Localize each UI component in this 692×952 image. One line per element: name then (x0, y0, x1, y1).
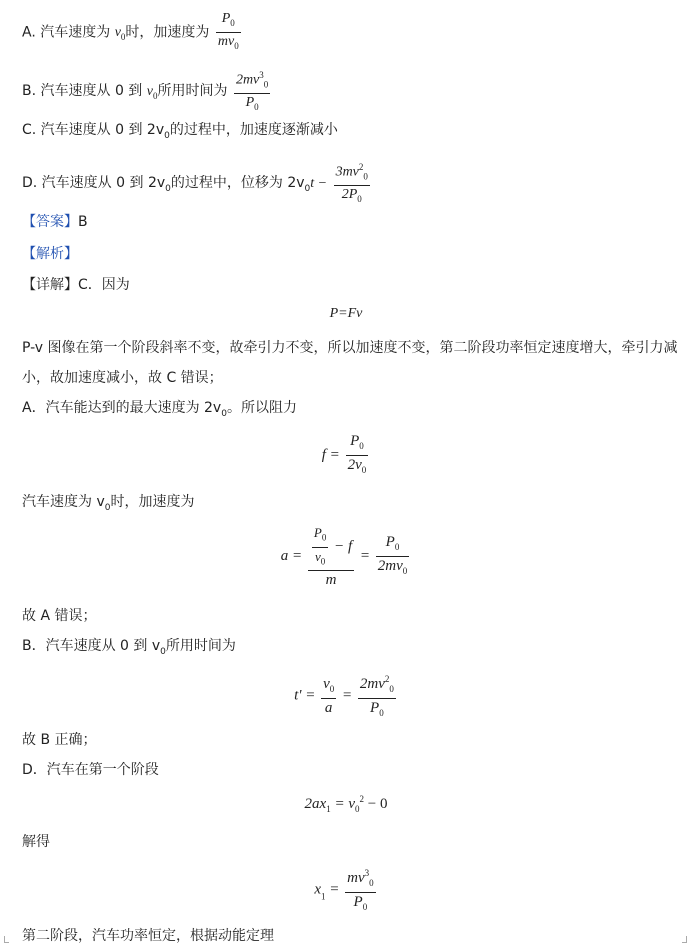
option-d-label: D. 汽车速度从 0 到 2v (22, 175, 166, 192)
equation-f: f = $\frac{P_0}{2v_0}$ (0, 432, 692, 479)
detail-text: C．因为 (78, 277, 130, 293)
option-a-text: 时，加速度为 (125, 24, 210, 41)
b-time-line: B．汽车速度从 0 到 $v_0$所用时间为 (22, 638, 236, 657)
paragraph-line-2: 小，故加速度减小，故 C 错误； (22, 370, 223, 386)
option-a-fraction: $\frac{P_0}{mv_0}$ (216, 10, 241, 55)
option-b: B. 汽车速度从 0 到 $v_0$所用时间为 $\frac{2mv^3_0}{P_0}$ (22, 66, 272, 116)
option-d-text: 的过程中，位移为 2v (170, 175, 305, 192)
option-d: D. 汽车速度从 0 到 $2v_0$的过程中，位移为 $2v_0t$ − $\frac{3mv^2_0}{2P_0}$ (22, 158, 372, 208)
paragraph-line-1: P-v 图像在第一个阶段斜率不变，故牵引力不变，所以加速度不变，第二阶段功率恒定速度增大，牵引力减 (22, 340, 678, 356)
a-accel-line: 汽车速度为 $v_0$时，加速度为 (22, 494, 195, 513)
answer-value: B (78, 214, 88, 230)
a-max-speed-line: A．汽车能达到的最大速度为 $2v_0$。所以阻力 (22, 400, 297, 419)
equation-2ax: $2ax_1 = v_0^2 - 0$ (304, 794, 388, 814)
d-stage-line: D．汽车在第一个阶段 (22, 762, 159, 778)
equation-t: t' = $\frac{v_0}{a}$ = $\frac{2mv^2_0}{P_0}$ (0, 670, 692, 722)
option-a-label: A. 汽车速度为 (22, 24, 111, 41)
option-c: C. 汽车速度从 0 到 $2v_0$的过程中，加速度逐渐减小 (22, 122, 338, 141)
answer-line (22, 212, 88, 232)
equation-a: a = $\frac{P_0}{v_0}$ − f m = $\frac{P_0}{2mv_0}$ (280, 525, 408, 589)
a-wrong-line: 故 A 错误； (22, 608, 97, 624)
option-a: A. 汽车速度为 $v_0$时，加速度为 $\frac{P_0}{mv_0}$ (22, 10, 243, 55)
option-c-text: 的过程中，加速度逐渐减小 (169, 122, 338, 138)
equation-x1: $x_1$ = $\frac{mv^3_0}{P_0}$ (0, 864, 692, 916)
detail-line (22, 275, 130, 295)
option-b-fraction: $\frac{2mv^3_0}{P_0}$ (234, 66, 270, 116)
option-c-label: C. 汽车速度从 0 到 2v (22, 122, 165, 138)
answer-label: 【答案】 (22, 214, 78, 230)
solve-line: 解得 (22, 834, 50, 850)
option-b-label: B. 汽车速度从 0 到 (22, 83, 143, 100)
option-d-fraction: $\frac{3mv^2_0}{2P_0}$ (334, 158, 370, 208)
analysis-label: 【解析】 (22, 246, 78, 262)
option-b-text: 所用时间为 (157, 83, 228, 100)
page-corner-mark-right (682, 936, 687, 943)
equation-pfv: P=Fv (329, 306, 363, 321)
last-line: 第二阶段，汽车功率恒定，根据动能定理 (22, 928, 274, 944)
b-right-line: 故 B 正确； (22, 732, 97, 748)
page-corner-mark-left (4, 936, 9, 943)
detail-label: 【详解】 (22, 277, 78, 293)
